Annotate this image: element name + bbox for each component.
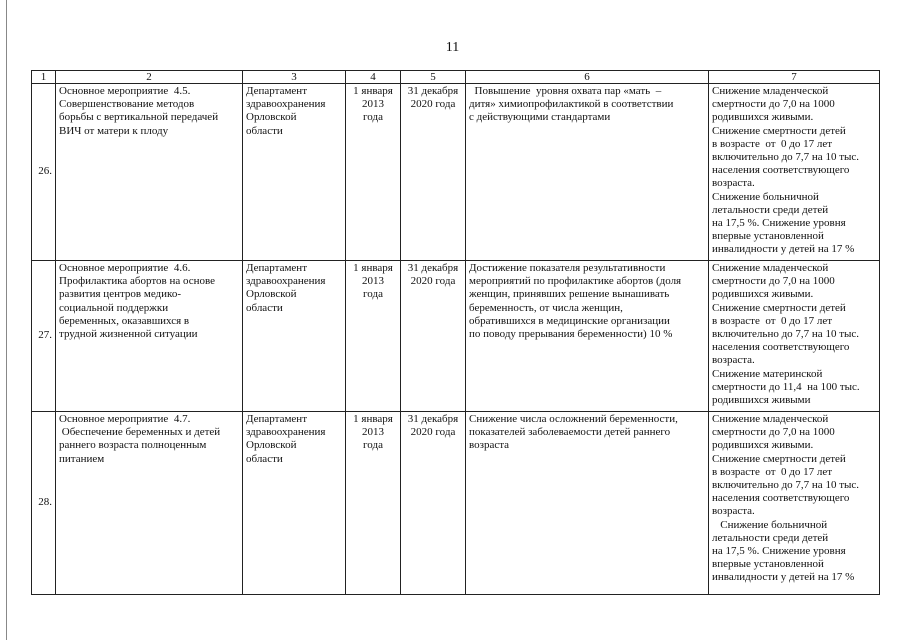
activity-cell	[56, 84, 243, 261]
column-header: 2	[56, 71, 243, 84]
cell-line: 2020 года	[410, 275, 456, 288]
cell-line: года	[363, 111, 383, 124]
cell-line: впервые установленной	[712, 558, 824, 571]
cell-line: 2020 года	[410, 426, 456, 439]
cell-line: на 17,5 %. Снижение уровня	[712, 545, 846, 558]
cell-line: в возрасте от 0 до 17 лет	[712, 137, 833, 150]
result-cell	[466, 84, 709, 261]
table-row	[32, 412, 880, 595]
cell-line: Снижение смертности детей	[712, 124, 846, 137]
cell-line: 2013	[362, 275, 384, 288]
cell-line: в возрасте от 0 до 17 лет	[712, 465, 833, 478]
cell-line: 2013	[362, 98, 384, 111]
cell-line: Обеспечение беременных и детей	[59, 426, 221, 439]
cell-line: включительно до 7,7 на 10 тыс.	[712, 328, 860, 341]
cell-line: Снижение больничной	[712, 518, 828, 531]
cell-line: беременность, от числа женщин,	[469, 301, 623, 314]
cell-line: впервые установленной	[712, 230, 824, 243]
activity-cell	[56, 261, 243, 412]
end-date-cell	[401, 412, 466, 595]
cell-line: года	[363, 439, 383, 452]
cell-line: летальности среди детей	[712, 203, 829, 216]
result-cell	[466, 261, 709, 412]
cell-line: с действующими стандартами	[469, 111, 611, 124]
cell-line: Снижение материнской	[712, 367, 823, 380]
cell-line: обратившихся в медицинские организации	[469, 314, 670, 327]
cell-line: возраста.	[712, 177, 755, 190]
cell-line: Департамент	[246, 413, 308, 425]
cell-line: смертности до 7,0 на 1000	[712, 98, 835, 111]
page-number: 11	[445, 40, 460, 55]
cell-line: 31 декабря	[407, 262, 459, 274]
cell-line: Основное мероприятие 4.7.	[59, 413, 191, 425]
cell-line: по поводу прерывания беременности) 10 %	[469, 328, 673, 341]
cell-line: питанием	[59, 452, 105, 465]
cell-line: родившихся живыми	[712, 394, 811, 407]
cell-line: ВИЧ от матери к плоду	[59, 124, 169, 137]
cell-line: смертности до 11,4 на 100 тыс.	[712, 380, 860, 393]
column-header: 3	[243, 71, 346, 84]
cell-line: развития центров медико-	[59, 288, 181, 301]
cell-line: женщин, принявших решение вынашивать	[469, 288, 670, 301]
cell-line: Орловской	[246, 439, 297, 452]
end-date-cell	[401, 84, 466, 261]
cell-line: Снижение смертности детей	[712, 301, 846, 314]
cell-line: инвалидности у детей на 17 %	[712, 243, 855, 256]
cell-line: Основное мероприятие 4.6.	[59, 262, 191, 274]
cell-line: 31 декабря	[407, 413, 459, 425]
cell-line: Достижение показателя результативности	[469, 262, 666, 274]
cell-line: возраста	[469, 439, 510, 452]
row-number: 27.	[32, 261, 56, 412]
column-header: 6	[466, 71, 709, 84]
cell-line: родившихся живыми.	[712, 288, 814, 301]
cell-line: раннего возраста полноценным	[59, 439, 207, 452]
cell-line: 1 января	[353, 262, 393, 274]
cell-line: дитя» химиопрофилактикой в соответствии	[469, 98, 674, 111]
column-header: 5	[401, 71, 466, 84]
cell-line: Департамент	[246, 262, 308, 274]
cell-line: Снижение младенческой	[712, 413, 829, 425]
cell-line: возраста.	[712, 505, 755, 518]
cell-line: на 17,5 %. Снижение уровня	[712, 217, 846, 230]
cell-line: борьбы с вертикальной передачей	[59, 111, 219, 124]
cell-line: родившихся живыми.	[712, 439, 814, 452]
indicators-cell	[709, 261, 880, 412]
table-row	[32, 84, 880, 261]
cell-line: родившихся живыми.	[712, 111, 814, 124]
cell-line: Орловской	[246, 288, 297, 301]
department-cell	[243, 84, 346, 261]
cell-line: области	[246, 452, 283, 465]
row-number: 26.	[32, 84, 56, 261]
indicators-cell	[709, 412, 880, 595]
cell-line: здравоохранения	[246, 275, 326, 288]
cell-line: Снижение числа осложнений беременности,	[469, 413, 678, 425]
department-cell	[243, 412, 346, 595]
cell-line: возраста.	[712, 354, 755, 367]
cell-line: 2013	[362, 426, 384, 439]
cell-line: смертности до 7,0 на 1000	[712, 426, 835, 439]
indicators-cell	[709, 84, 880, 261]
start-date-cell	[346, 412, 401, 595]
cell-line: Орловской	[246, 111, 297, 124]
cell-line: мероприятий по профилактике абортов (доля	[469, 275, 682, 288]
cell-line: года	[363, 288, 383, 301]
activity-cell	[56, 412, 243, 595]
cell-line: 2020 года	[410, 98, 456, 111]
cell-line: инвалидности у детей на 17 %	[712, 571, 855, 584]
cell-line: смертности до 7,0 на 1000	[712, 275, 835, 288]
cell-line: показателей заболеваемости детей раннего	[469, 426, 671, 439]
cell-line: Повышение уровня охвата пар «мать –	[469, 85, 662, 97]
page-edge-line	[6, 0, 7, 640]
cell-line: в возрасте от 0 до 17 лет	[712, 314, 833, 327]
cell-line: Снижение младенческой	[712, 85, 829, 97]
end-date-cell	[401, 261, 466, 412]
cell-line: 1 января	[353, 85, 393, 97]
cell-line: населения соответствующего	[712, 164, 850, 177]
column-header: 7	[709, 71, 880, 84]
start-date-cell	[346, 261, 401, 412]
cell-line: Снижение младенческой	[712, 262, 829, 274]
cell-line: летальности среди детей	[712, 531, 829, 544]
cell-line: Профилактика абортов на основе	[59, 275, 216, 288]
column-header: 1	[32, 71, 56, 84]
cell-line: Основное мероприятие 4.5.	[59, 85, 191, 97]
cell-line: трудной жизненной ситуации	[59, 328, 198, 341]
cell-line: 1 января	[353, 413, 393, 425]
start-date-cell	[346, 84, 401, 261]
cell-line: Департамент	[246, 85, 308, 97]
cell-line: здравоохранения	[246, 426, 326, 439]
department-cell	[243, 261, 346, 412]
measures-table	[31, 70, 880, 595]
cell-line: населения соответствующего	[712, 341, 850, 354]
cell-line: здравоохранения	[246, 98, 326, 111]
cell-line: беременных, оказавшихся в	[59, 314, 190, 327]
row-number: 28.	[32, 412, 56, 595]
cell-line: социальной поддержки	[59, 301, 169, 314]
table-header-row	[32, 71, 880, 84]
cell-line: области	[246, 124, 283, 137]
cell-line: Снижение больничной	[712, 190, 819, 203]
cell-line: включительно до 7,7 на 10 тыс.	[712, 151, 860, 164]
column-header: 4	[346, 71, 401, 84]
cell-line: включительно до 7,7 на 10 тыс.	[712, 479, 860, 492]
cell-line: области	[246, 301, 283, 314]
cell-line: Снижение смертности детей	[712, 452, 846, 465]
cell-line: 31 декабря	[407, 85, 459, 97]
cell-line: населения соответствующего	[712, 492, 850, 505]
result-cell	[466, 412, 709, 595]
table-row	[32, 261, 880, 412]
cell-line: Совершенствование методов	[59, 98, 195, 111]
